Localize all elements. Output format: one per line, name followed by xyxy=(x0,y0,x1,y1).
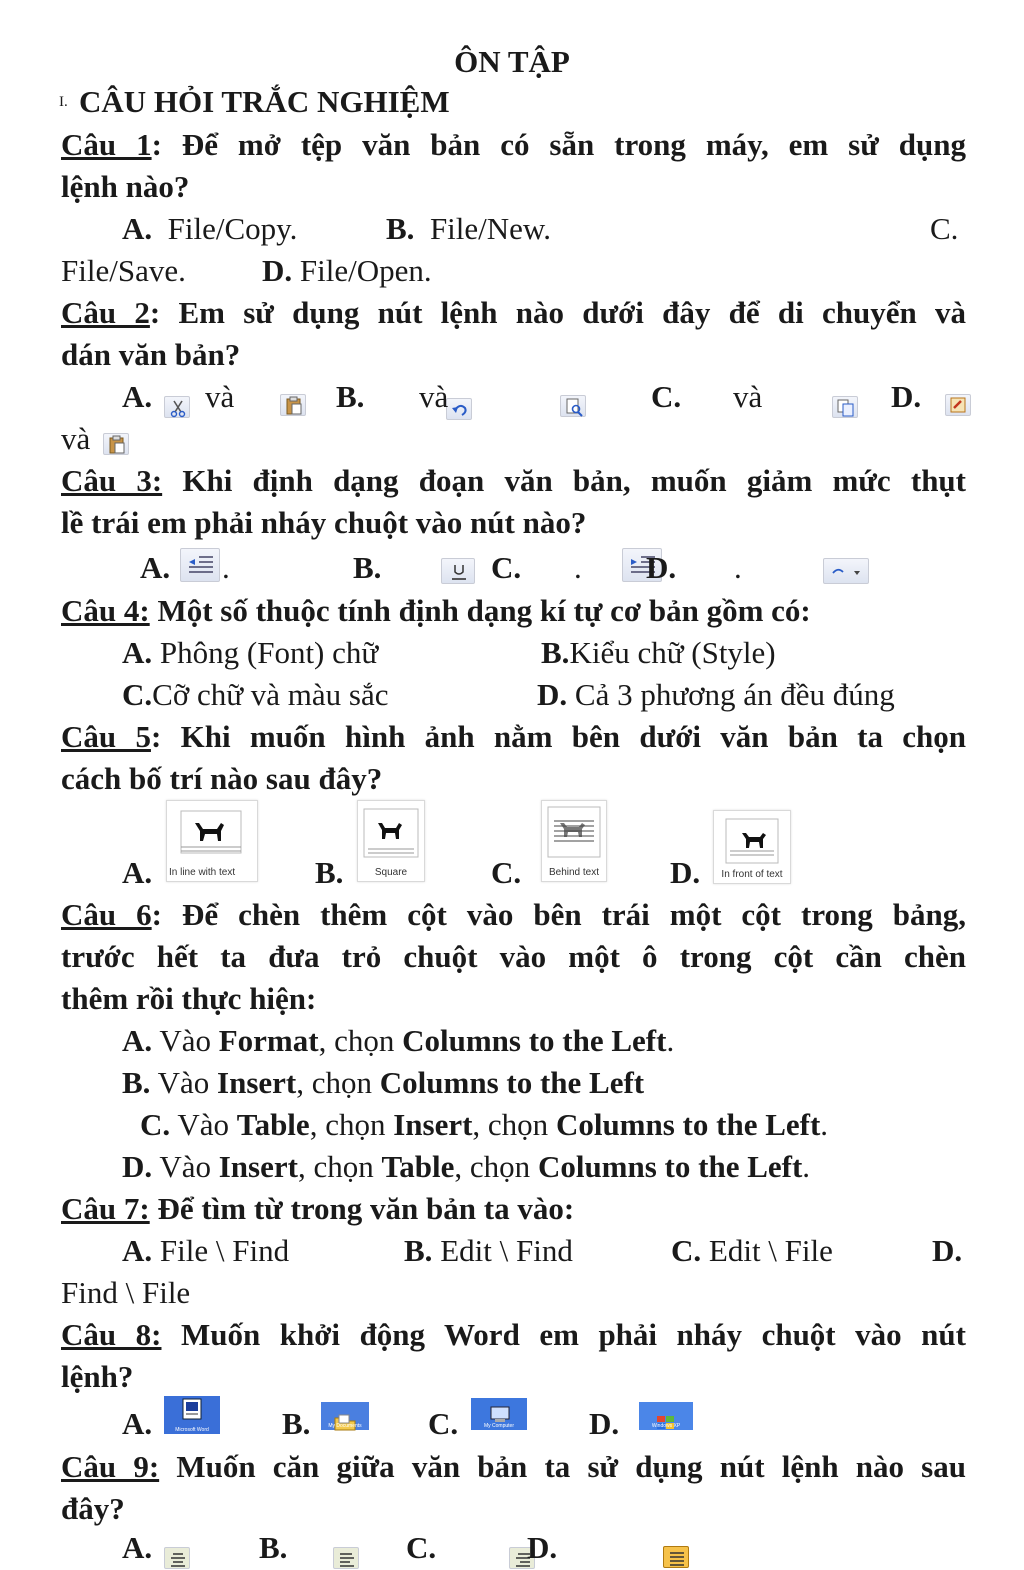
undo-icon xyxy=(446,398,472,420)
inline-with-text-icon xyxy=(166,800,258,882)
option-d-text: Find \ File xyxy=(61,1275,191,1310)
question-text: : Để mở tệp văn bản có sẵn trong máy, em sử dụng xyxy=(151,127,966,162)
option-c-label: C. xyxy=(491,550,522,585)
question-text-cont: lệnh? xyxy=(61,1359,134,1394)
option-c-text: File/Save. xyxy=(61,253,186,288)
format-painter-icon xyxy=(945,394,971,416)
question-text-cont: lệnh nào? xyxy=(61,169,190,204)
option-a-label: A. xyxy=(122,1406,153,1441)
option-d-label: D. xyxy=(891,379,922,414)
option-c-label: C. xyxy=(428,1406,459,1441)
option-b-label: B. xyxy=(336,379,365,414)
question-text-cont: đây? xyxy=(61,1491,125,1526)
option-d: D. Cả 3 phương án đều đúng xyxy=(537,677,895,712)
windows-xp-icon xyxy=(639,1402,693,1430)
layout-caption: Square xyxy=(374,867,408,878)
option-d: D. File/Open. xyxy=(262,253,432,288)
question-text-cont: thêm rồi thực hiện: xyxy=(61,981,317,1016)
and-word: và xyxy=(419,379,449,414)
icon-caption: Windows XP xyxy=(651,1423,681,1429)
justify-icon xyxy=(663,1546,689,1568)
question-label: Câu 8: xyxy=(61,1317,162,1352)
question-text: Muốn khởi động Word em phải nháy chuột vào nút xyxy=(161,1317,966,1352)
redo-dropdown-icon xyxy=(823,558,869,584)
option-b-label: B. xyxy=(353,550,382,585)
question-text: : Khi muốn hình ảnh nằm bên dưới văn bản ta chọn xyxy=(150,719,966,754)
option-a: A. File/Copy. xyxy=(122,211,298,246)
option-a-label: A. xyxy=(122,1530,153,1565)
question-label: Câu 7: xyxy=(61,1191,150,1226)
option-b: B.Kiểu chữ (Style) xyxy=(541,635,776,670)
paste-icon xyxy=(280,394,306,416)
icon-caption: My Documents xyxy=(328,1423,362,1429)
option-d-label: D. xyxy=(589,1406,620,1441)
option-c-label: C. xyxy=(491,855,522,890)
question-text: Để tìm từ trong văn bản ta vào: xyxy=(149,1191,575,1226)
option-c-label: C. xyxy=(406,1530,437,1565)
option-a-label: A. xyxy=(122,379,153,414)
dot: . xyxy=(734,550,742,585)
and-word: và xyxy=(61,421,91,456)
question-label: Câu 5 xyxy=(61,719,151,754)
and-word: và xyxy=(733,379,763,414)
question-label: Câu 6 xyxy=(61,897,152,932)
align-center-icon xyxy=(164,1547,190,1569)
dot: . xyxy=(574,550,582,585)
q3-options xyxy=(0,548,1024,588)
option-b: B. File/New. xyxy=(386,211,552,246)
layout-caption: In line with text xyxy=(169,867,236,878)
my-documents-icon xyxy=(321,1402,369,1430)
align-left-icon xyxy=(333,1547,359,1569)
question-text-cont: trước hết ta đưa trỏ chuột vào một ô trong cột cần chèn xyxy=(61,939,966,974)
question-text-cont: dán văn bản? xyxy=(61,337,241,372)
option-c: C.Cỡ chữ và màu sắc xyxy=(122,677,389,712)
and-word: và xyxy=(205,379,235,414)
option-d-label: D. xyxy=(527,1530,558,1565)
question-text: : Em sử dụng nút lệnh nào dưới đây để di chuyển và xyxy=(149,295,966,330)
behind-text-icon xyxy=(541,800,607,882)
square-wrap-icon xyxy=(357,800,425,882)
dot: . xyxy=(222,550,230,585)
question-label: Câu 4: xyxy=(61,593,150,628)
option-b-label: B. xyxy=(259,1530,288,1565)
question-text: Một số thuộc tính định dạng kí tự cơ bản gồm có: xyxy=(149,593,811,628)
option-b-label: B. xyxy=(282,1406,311,1441)
q2-options xyxy=(0,377,1024,417)
question-label: Câu 1 xyxy=(61,127,152,162)
cut-icon xyxy=(164,396,190,418)
option-b-label: B. xyxy=(315,855,344,890)
question-label: Câu 9: xyxy=(61,1449,160,1484)
question-text-cont: lề trái em phải nháy chuột vào nút nào? xyxy=(61,505,587,540)
icon-caption: Microsoft Word xyxy=(175,1427,209,1433)
question-text-cont: cách bố trí nào sau đây? xyxy=(61,761,383,796)
option-c-label: C. xyxy=(651,379,682,414)
option-a-label: A. xyxy=(122,855,153,890)
underline-icon xyxy=(441,558,475,584)
option-a: A. Phông (Font) chữ xyxy=(122,635,379,670)
option-a-label: A. xyxy=(140,550,171,585)
option-d-label: D. xyxy=(670,855,701,890)
q2-options-cont xyxy=(0,419,1024,459)
option-d-label: D. xyxy=(646,550,677,585)
question-label: Câu 3: xyxy=(61,463,163,498)
decrease-indent-icon xyxy=(180,548,220,582)
option-c: C. xyxy=(930,211,959,246)
copy-icon xyxy=(832,396,858,418)
question-text: : Để chèn thêm cột vào bên trái một cột trong bảng, xyxy=(151,897,966,932)
layout-caption: Behind text xyxy=(548,867,600,878)
page-title: ÔN TẬP xyxy=(454,44,570,79)
document-page: ÔN TẬP I. CÂU HỎI TRẮC NGHIỆM Câu 1: Để mở tệp văn bản có sẵn trong máy, em sử dụng lệnh nào? A. File/Copy. B. File/New. C. File/Save. D. File/Open. Câu 2: Em sử dụng nút lệnh nào dưới đây để di chuyển và dán văn bản? A. và B. và C. và D. và Câu 3: Khi định dạng đoạn văn bản, muốn giảm mức thụt lề trái em phải nháy chuột vào nút nào? A. . B. C. . D. . Câu 4: Một số thuộc tính định dạng kí tự cơ bản gồm có: A. Phông (Font) chữ B.Kiểu chữ (Style) C.Cỡ chữ và màu sắc D. Cả 3 phương án đều đúng Câu 5: Khi muốn hình ảnh nằm bên dưới văn bản ta chọn cách bố trí nào sau đây? A. In line with text B. Square C. Behind text D. In front of text Câu 6: Để chèn thêm cột vào bên trái một cột trong bảng, trước hết ta đưa trỏ chuột vào một ô trong cột cần chèn thêm rồi thực hiện: A. Vào Format, chọn Columns to the Left. B. Vào Insert, chọn Columns to the Left C. Vào Table, chọn Insert, chọn Columns to the Left. D. Vào Insert, chọn Table, chọn Columns to the Left. Câu 7: Để tìm từ trong văn bản ta vào: A. File \ Find B. Edit \ Find C. Edit \ File D. Find \ File Câu 8: Muốn khởi động Word em phải nháy chuột vào nút lệnh? A. Microsoft Word B. My Documents C. My Computer D. Windows XP Câu 9: Muốn căn giữa văn bản ta sử dụng nút lệnh nào sau đây? A. B. C. D. xyxy=(0,0,1024,1567)
question-text: Muốn căn giữa văn bản ta sử dụng nút lệnh nào sau xyxy=(159,1449,966,1484)
print-preview-icon xyxy=(560,395,586,417)
question-text: Khi định dạng đoạn văn bản, muốn giảm mức thụt xyxy=(162,463,966,498)
layout-caption: In front of text xyxy=(721,869,783,880)
icon-caption: My Computer xyxy=(483,1423,514,1429)
my-computer-icon xyxy=(471,1398,527,1430)
question-label: Câu 2 xyxy=(61,295,150,330)
q9-options xyxy=(0,1528,1024,1568)
word-shortcut-icon xyxy=(164,1396,220,1434)
paste-icon xyxy=(103,433,129,455)
section-number: I. xyxy=(59,94,68,110)
section-title: CÂU HỎI TRẮC NGHIỆM xyxy=(79,84,450,119)
in-front-of-text-icon xyxy=(713,810,791,884)
